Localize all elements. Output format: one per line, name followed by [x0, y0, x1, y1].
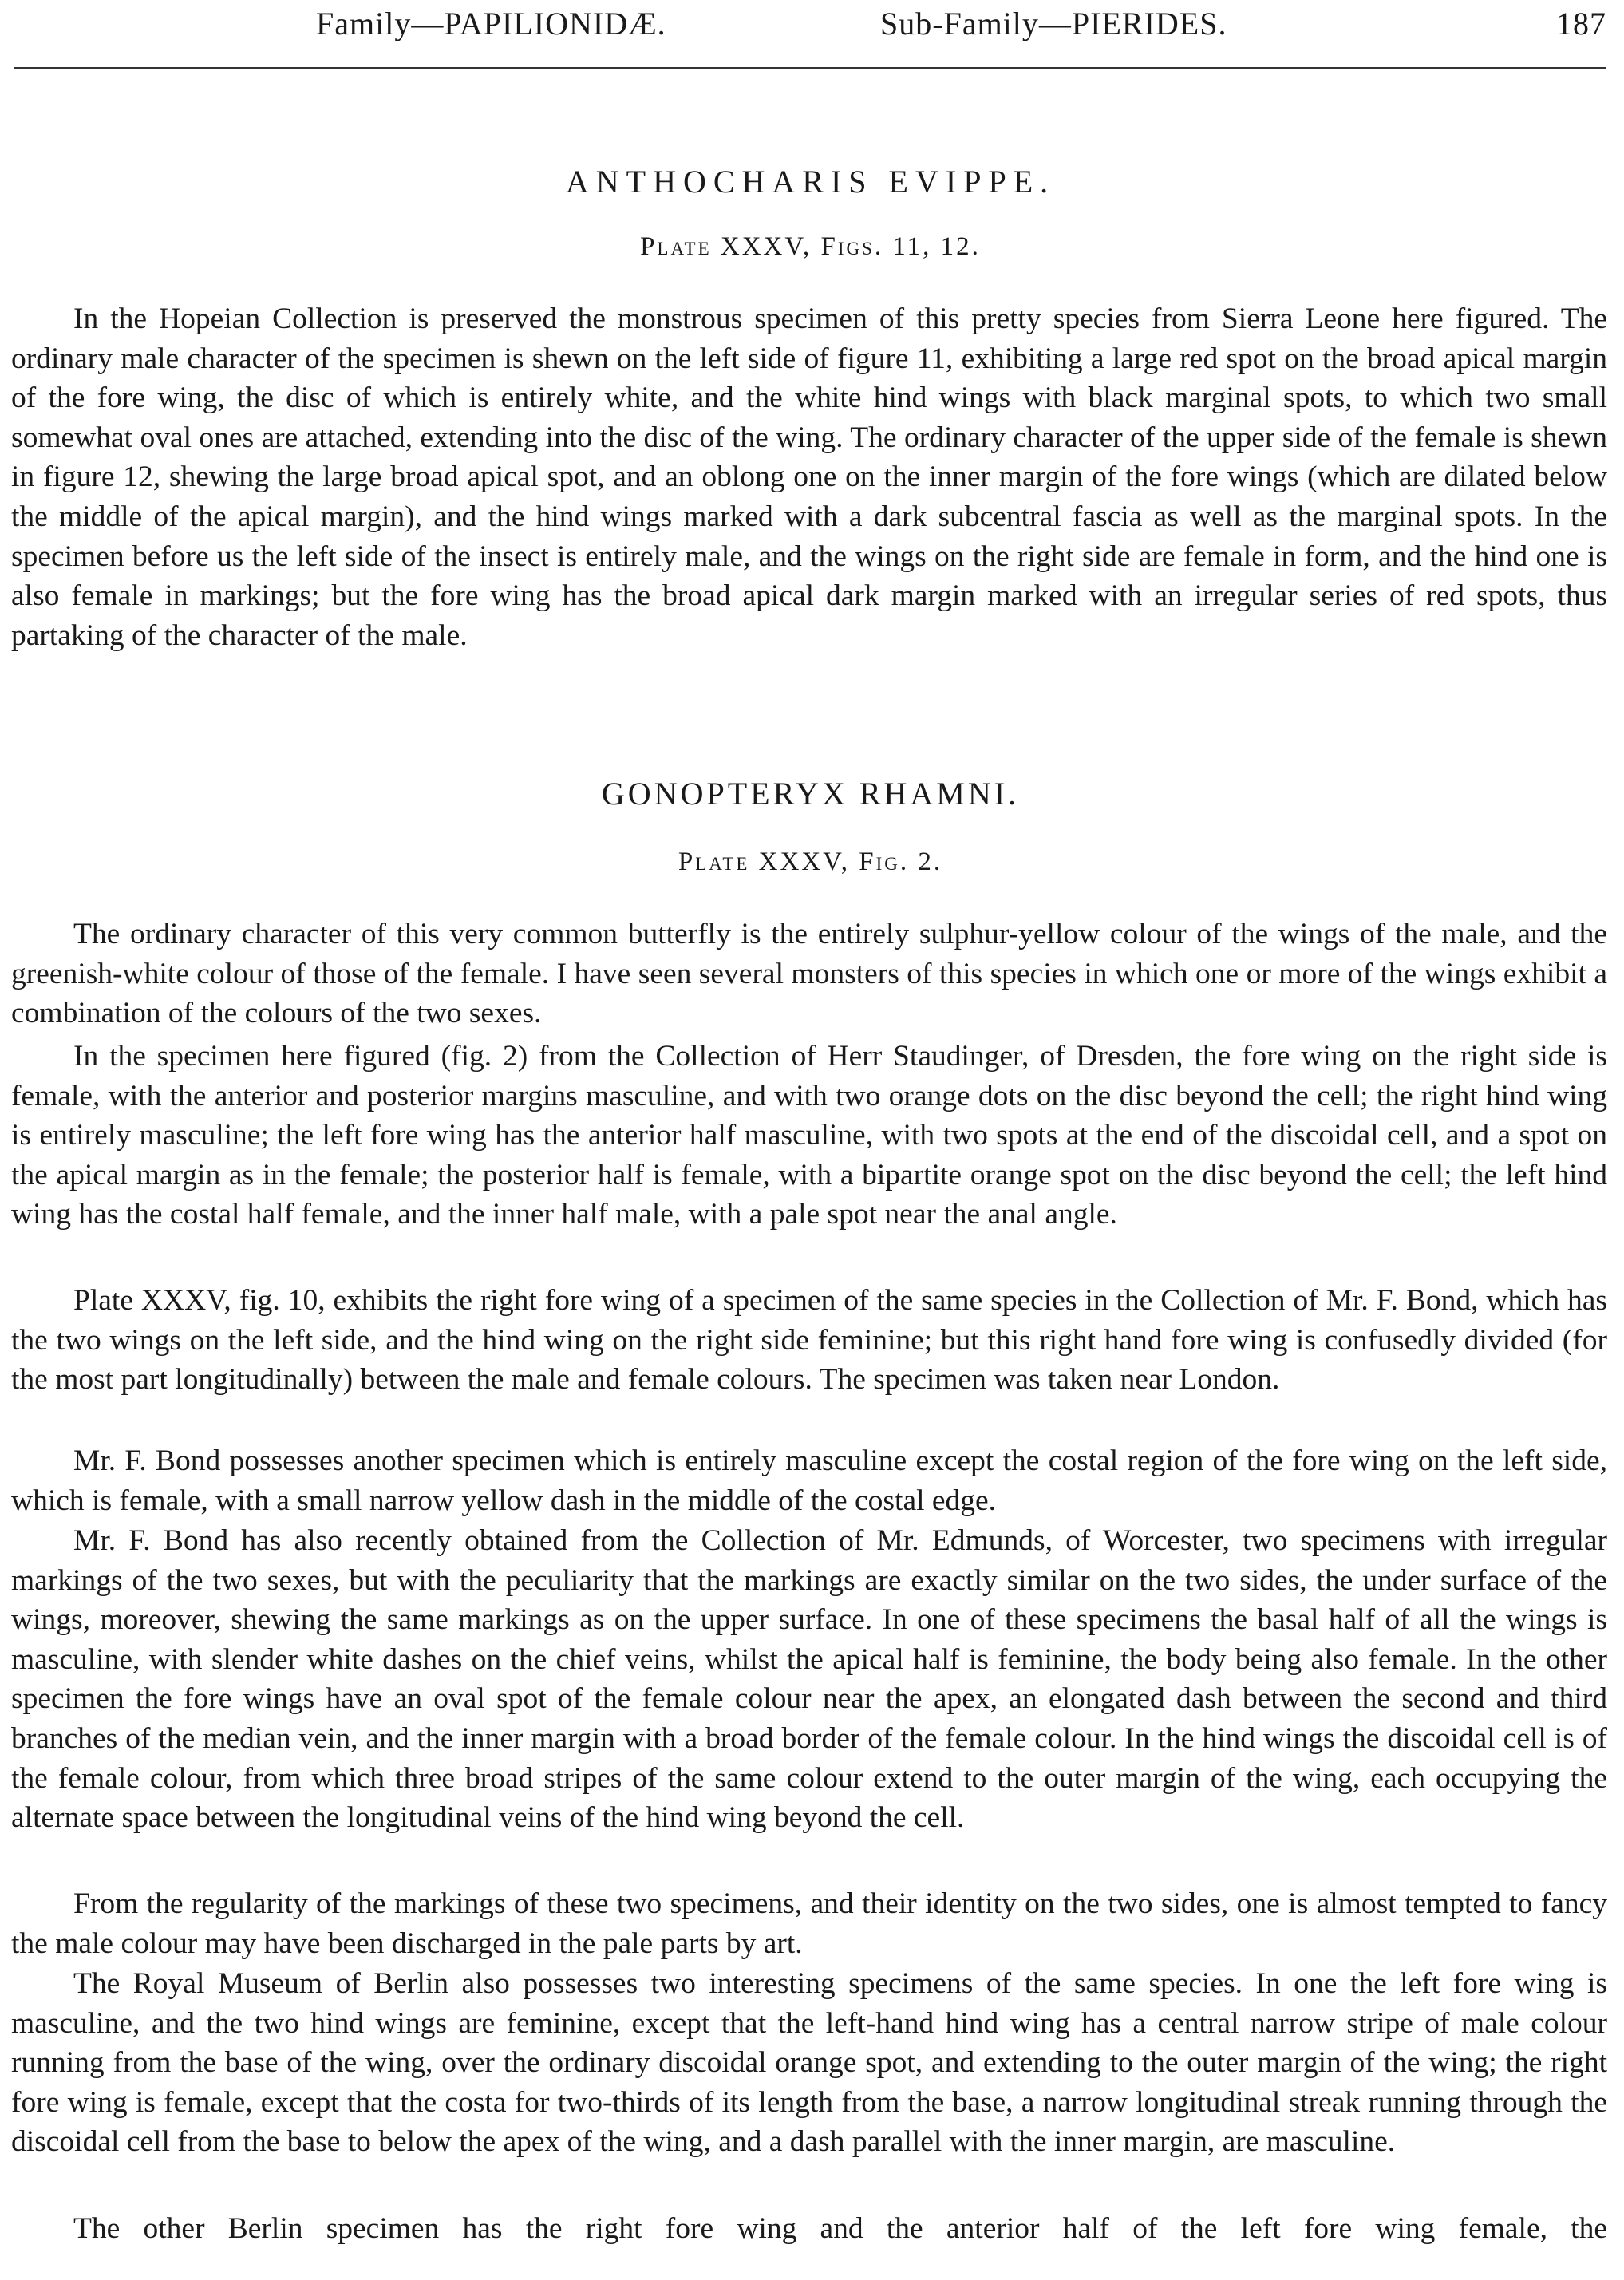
page-number: 187	[1556, 6, 1606, 41]
section-plate-reference-anthocharis: Plate XXXV, Figs. 11, 12.	[640, 232, 981, 261]
running-head-subfamily: Sub-Family—PIERIDES.	[880, 6, 1227, 41]
section-plate-reference-gonopteryx: Plate XXXV, Fig. 2.	[678, 848, 943, 876]
header-rule	[14, 67, 1606, 69]
paragraph-gonopteryx-1: The ordinary character of this very common butterfly is the entirely sulphur-yellow colour of the wings of the male, and the greenish-white colour of those of the female. I have seen several monsters of this species in which one or more of the wings exhibit a combination of the colours of the two sexes.	[11, 918, 1607, 1030]
paragraph-gonopteryx-3: Plate XXXV, fig. 10, exhibits the right fore wing of a specimen of the same species in the Collection of Mr. F. Bond, which has the two wings on the left side, and the hind wing on the right side feminine; but this right hand fore wing is confusedly divided (for the most part longitudinally) between the male and female colours. The specimen was taken near London.	[11, 1284, 1607, 1397]
paragraph-gonopteryx-2: In the specimen here figured (fig. 2) from the Collection of Herr Staudinger, of Dresden, the fore wing on the right side is female, with the anterior and posterior margins masculine, and with two orange dots on the disc beyond the cell; the right hind wing is entirely masculine; the left fore wing has the anterior half masculine, with two spots at the end of the discoidal cell, and a spot on the apical margin as in the female; the posterior half is female, with a bipartite orange spot on the disc beyond the cell; the left hind wing has the costal half female, and the inner half male, with a pale spot near the anal angle.	[11, 1040, 1607, 1231]
paragraph-gonopteryx-5: Mr. F. Bond has also recently obtained from the Collection of Mr. Edmunds, of Worcester, two specimens with irregular markings of the two sexes, but with the peculiarity that the markings are exactly similar on the two sides, the under surface of the wings, moreover, shewing the same markings as on the upper surface. In one of these specimens the basal half of all the wings is masculine, with slender white dashes on the chief veins, whilst the apical half is feminine, the body being also female. In the other specimen the fore wings have an oval spot of the female colour near the apex, an elongated dash between the second and third branches of the median vein, and the inner margin with a broad border of the female colour. In the hind wings the discoidal cell is of the female colour, from which three broad stripes of the same colour extend to the outer margin of the wing, each occupying the alternate space between the longitudinal veins of the hind wing beyond the cell.	[11, 1524, 1607, 1835]
paragraph-gonopteryx-4: Mr. F. Bond possesses another specimen which is entirely masculine except the costal region of the fore wing on the left side, which is female, with a small narrow yellow dash in the middle of the costal edge.	[11, 1444, 1607, 1517]
running-head-family: Family—PAPILIONIDÆ.	[316, 6, 666, 41]
section-title-gonopteryx: GONOPTERYX RHAMNI.	[601, 776, 1020, 812]
paragraph-gonopteryx-7: The Royal Museum of Berlin also possesses two interesting specimens of the same species. In one the left fore wing is masculine, and the two hind wings are feminine, except that the left-hand hind wing has a central narrow stripe of male colour running from the base of the wing, over the ordinary discoidal orange spot, and extending to the outer margin of the wing; the right fore wing is female, except that the costa for two-thirds of its length from the base, a narrow longitudinal streak running through the discoidal cell from the base to below the apex of the wing, and a dash parallel with the inner margin, are masculine.	[11, 1967, 1607, 2159]
section-title-anthocharis: ANTHOCHARIS EVIPPE.	[565, 164, 1056, 200]
running-head	[14, 2, 1606, 46]
paragraph-anthocharis-1: In the Hopeian Collection is preserved the monstrous specimen of this pretty species from Sierra Leone here figured. The ordinary male character of the specimen is shewn on the left side of figure 11, exhibiting a large red spot on the broad apical margin of the fore wing, the disc of which is entirely white, and the white hind wings with black marginal spots, to which two small somewhat oval ones are attached, extending into the disc of the wing. The ordinary character of the upper side of the female is shewn in figure 12, shewing the large broad apical spot, and an oblong one on the inner margin of the fore wings (which are dilated below the middle of the apical margin), and the hind wings marked with a dark subcentral fascia as well as the marginal spots. In the specimen before us the left side of the insect is entirely male, and the wings on the right side are female in form, and the hind one is also female in markings; but the fore wing has the broad apical dark margin marked with an irregular series of red spots, thus partaking of the character of the male.	[11, 302, 1607, 652]
paragraph-gonopteryx-6: From the regularity of the markings of these two specimens, and their identity on the two sides, one is almost tempted to fancy the male colour may have been discharged in the pale parts by art.	[11, 1887, 1607, 1960]
paragraph-gonopteryx-8: The other Berlin specimen has the right fore wing and the anterior half of the left fore wing female, the	[73, 2212, 1607, 2245]
